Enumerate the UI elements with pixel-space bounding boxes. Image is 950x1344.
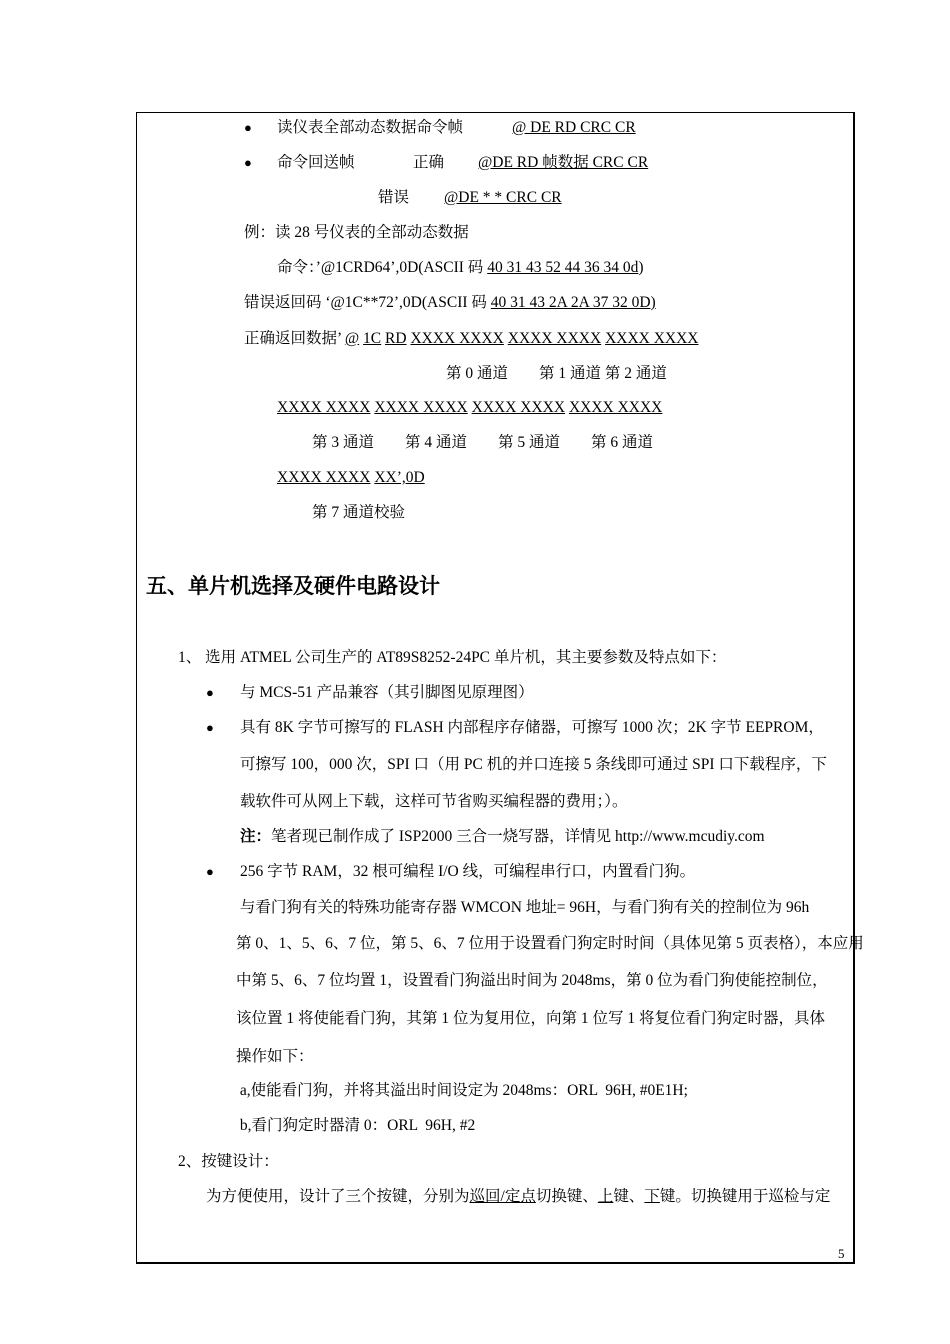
- echo-ok-label: 正确: [413, 154, 445, 171]
- watchdog-line5: 操作如下：: [236, 1048, 314, 1065]
- feature-mcs51: 与 MCS-51 产品兼容（其引脚图见原理图）: [240, 684, 534, 701]
- channel-data-7: XXXX XXXX XX’,0D: [277, 469, 425, 486]
- watchdog-enable-code: a,使能看门狗，并将其溢出时间设定为 2048ms：ORL 96H, #0E1H;: [236, 1082, 688, 1099]
- channel-labels-3-6: 第 3 通道 第 4 通道 第 5 通道 第 6 通道: [312, 434, 654, 451]
- watchdog-line4: 该位置 1 将使能看门狗，其第 1 位为复用位，向第 1 位写 1 将复位看门狗定时器，具体: [236, 1010, 826, 1027]
- note-line: 注：笔者现已制作成了 ISP2000 三合一烧写器，详情见 http://www.mcudiy.com: [240, 828, 765, 845]
- watchdog-clear-code: b,看门狗定时器清 0：ORL 96H, #2: [236, 1117, 476, 1134]
- echo-frame-label: 命令回送帧: [277, 154, 355, 171]
- watchdog-line3: 中第 5、6、7 位均置 1，设置看门狗溢出时间为 2048ms，第 0 位为看门狗使能控制位，: [236, 972, 828, 989]
- key-design-text: 为方便使用，设计了三个按键，分别为巡回/定点切换键、上键、下键。切换键用于巡检与定: [206, 1188, 831, 1205]
- page-number: 5: [838, 1246, 845, 1261]
- feature-ram-io: 256 字节 RAM，32 根可编程 I/O 线，可编程串行口，内置看门狗。: [240, 863, 696, 880]
- key-design-heading: 2、按键设计：: [178, 1153, 279, 1170]
- feature-flash-line3: 载软件可从网上下载，这样可节省购买编程器的费用；）。: [240, 793, 628, 810]
- echo-error-code: @DE * * CRC CR: [444, 189, 562, 206]
- feature-flash-line1: 具有 8K 字节可擦写的 FLASH 内部程序存储器，可擦写 1000 次；2K 字节 EEPROM，: [240, 719, 824, 736]
- echo-error-label: 错误: [378, 189, 410, 206]
- bullet-icon: ●: [206, 864, 214, 879]
- cmd-frame-code: @ DE RD CRC CR: [512, 119, 636, 136]
- watchdog-line1: 与看门狗有关的特殊功能寄存器 WMCON 地址= 96H，与看门狗有关的控制位为 96h: [236, 899, 810, 916]
- bullet-icon: ●: [206, 685, 214, 700]
- channel-7-checksum-label: 第 7 通道校验: [312, 504, 406, 521]
- feature-flash-line2: 可擦写 100，000 次，SPI 口（用 PC 机的并口连接 5 条线即可通过 SPI 口下载程序，下: [240, 756, 827, 773]
- bullet-icon: ●: [206, 720, 214, 735]
- example-heading: 例：读 28 号仪表的全部动态数据: [244, 224, 469, 241]
- mcu-selection-intro: 1、 选用 ATMEL 公司生产的 AT89S8252-24PC 单片机，其主要参数及特点如下：: [178, 649, 727, 666]
- channel-data-3-6: XXXX XXXX XXXX XXXX XXXX XXXX XXXX XXXX: [277, 399, 663, 416]
- watchdog-line2: 第 0、1、5、6、7 位，第 5、6、7 位用于设置看门狗定时时间（具体见第 5 页表格），本应用: [236, 935, 864, 952]
- channel-labels-0-2: 第 0 通道 第 1 通道 第 2 通道: [446, 365, 667, 382]
- example-error-return: 错误返回码 ‘@1C**72’,0D(ASCII 码 40 31 43 2A 2A 37 32 0D): [244, 294, 656, 311]
- bullet-icon: ●: [244, 155, 252, 170]
- example-correct-return: 正确返回数据’ @ 1C RD XXXX XXXX XXXX XXXX XXXX XXXX: [244, 330, 699, 347]
- bullet-icon: ●: [244, 120, 252, 135]
- section-title: 五、单片机选择及硬件电路设计: [146, 574, 440, 598]
- example-command: 命令：’@1CRD64’,0D(ASCII 码 40 31 43 52 44 36 34 0d): [277, 259, 644, 276]
- cmd-frame-label: 读仪表全部动态数据命令帧: [277, 119, 464, 136]
- echo-ok-code: @DE RD 帧数据 CRC CR: [478, 154, 649, 171]
